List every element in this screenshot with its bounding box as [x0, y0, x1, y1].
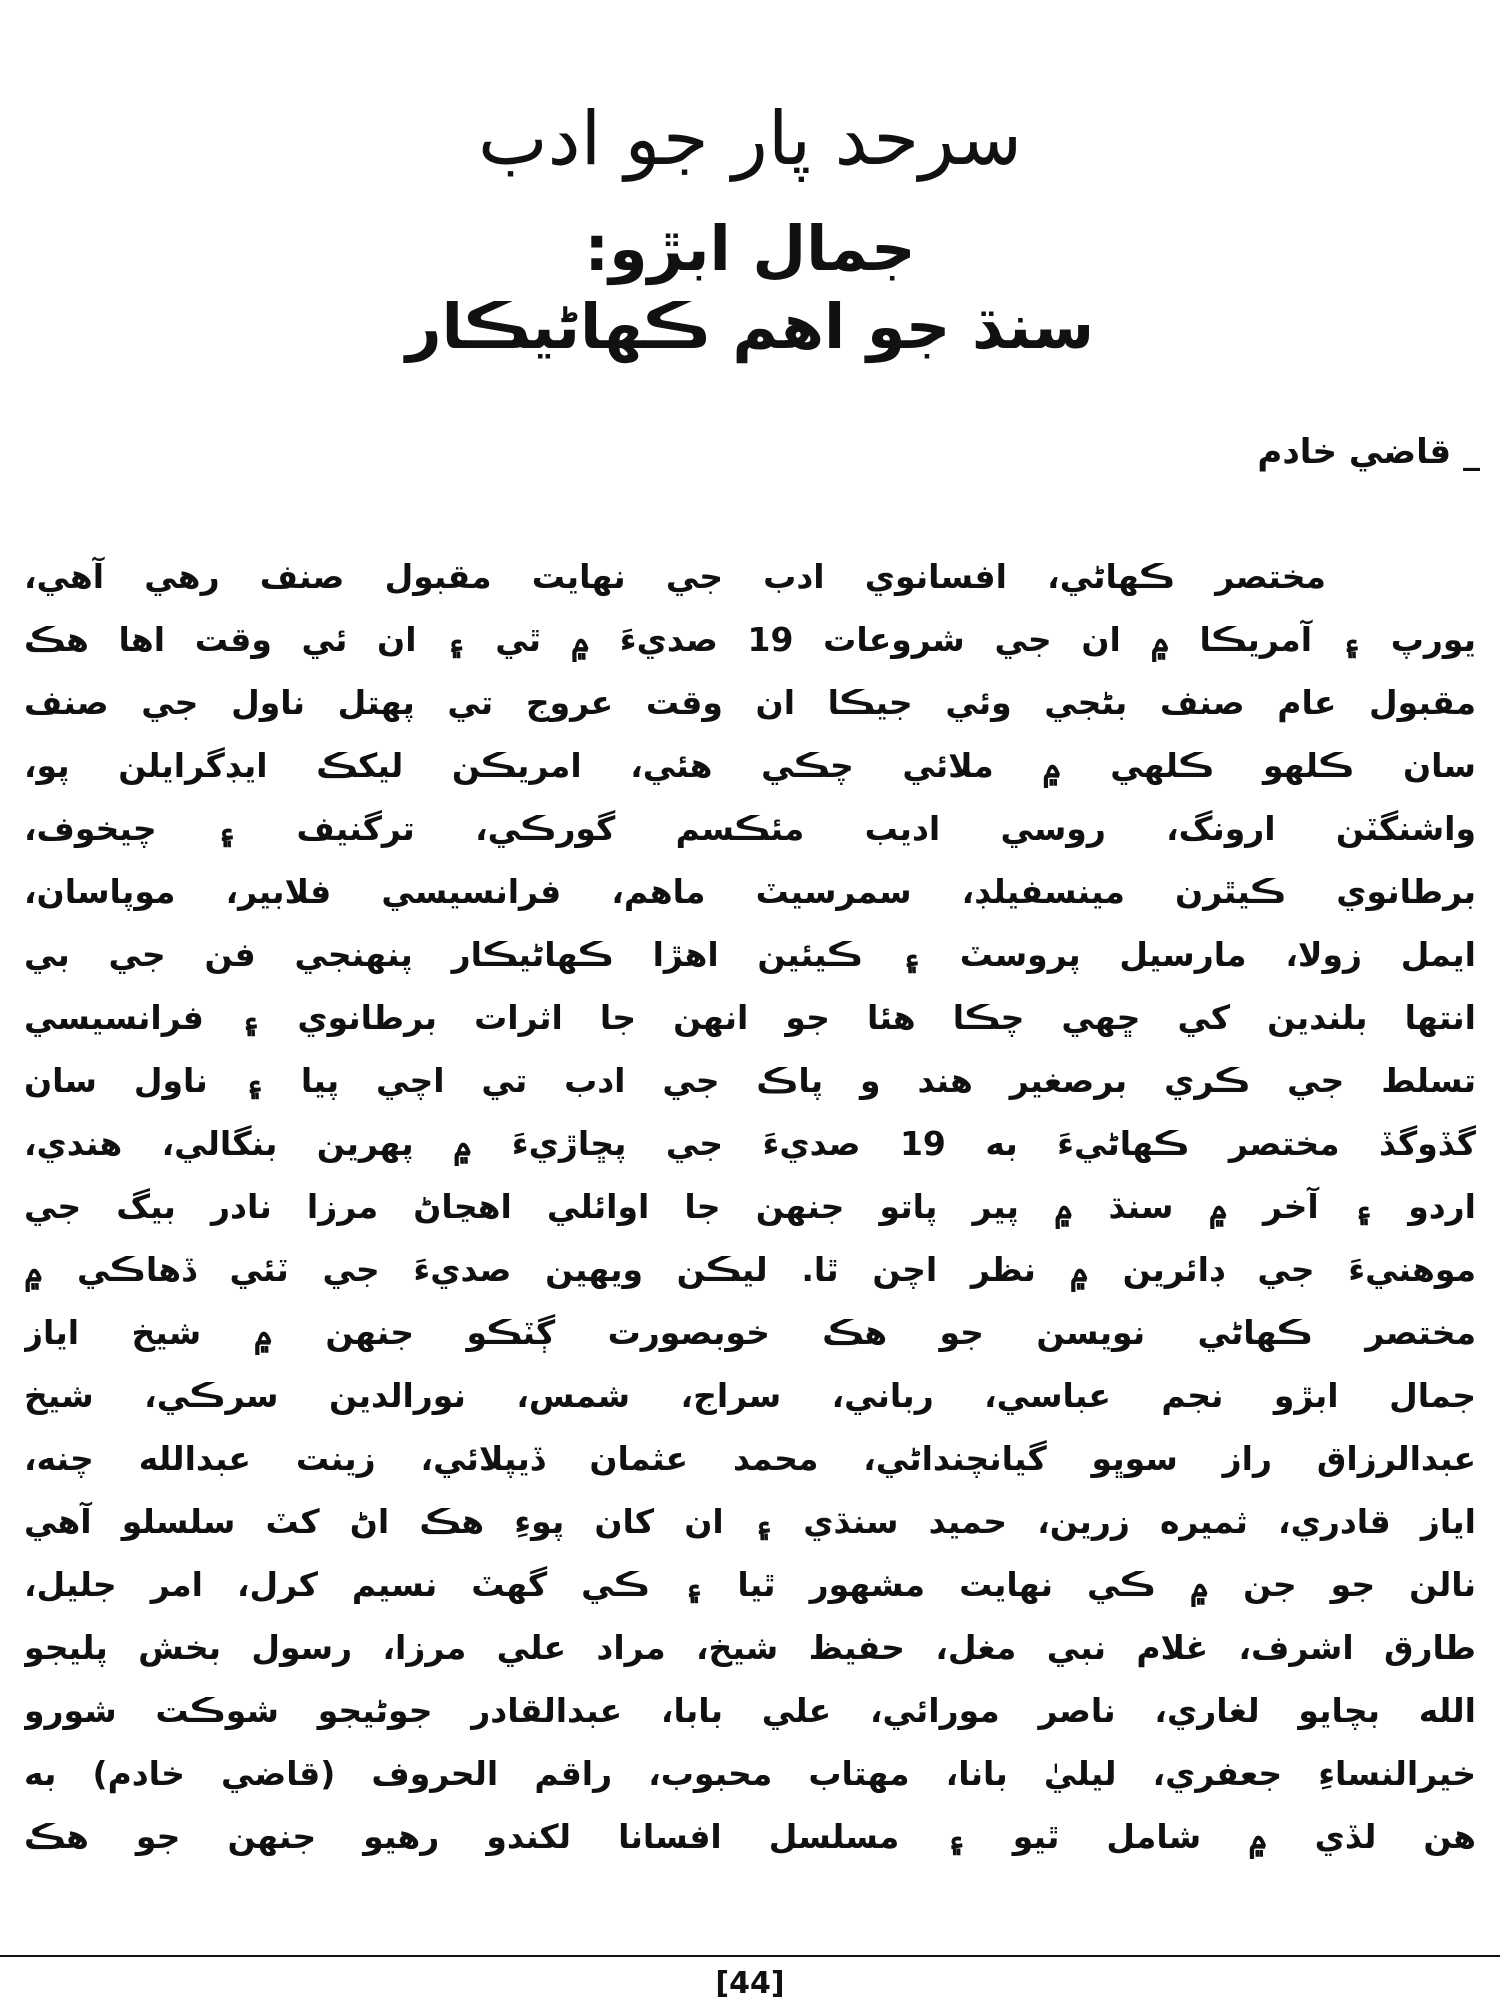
body-line: اياز قادري، ثميره زرين، حميد سنڌي ۽ ان کان پوءِ هڪ اڻ کٽ سلسلو آهي	[24, 1502, 1476, 1541]
body-line: برطانوي ڪيٿرن مينسفيلڊ، سمرسيٽ ماهم، فرانسيسي فلابير، موپاسان،	[24, 872, 1476, 911]
body-line: مختصر ڪهاڻي، افسانوي ادب جي نهايت مقبول صنف رهي آهي،	[24, 557, 1326, 596]
article-title-line-2: سنڌ جو اهم ڪهاڻيڪار	[405, 290, 1095, 363]
body-line: گڏوگڏ مختصر ڪهاڻيءَ به 19 صديءَ جي پڇاڙيءَ ۾ پهرين بنگالي، هندي،	[24, 1124, 1476, 1163]
body-line: اردو ۽ آخر ۾ سنڌ ۾ پير پاتو جنهن جا اوائلي اهڃاڻ مرزا نادر بيگ جي	[24, 1187, 1476, 1226]
body-line: سان ڪلهو ڪلهي ۾ ملائي چڪي هئي، امريڪن ليکڪ ايڊگرايلن پو،	[24, 746, 1476, 785]
body-line: هن لڏي ۾ شامل ٿيو ۽ مسلسل افسانا لکندو رهيو جنهن جو هڪ	[24, 1817, 1476, 1856]
body-line: يورپ ۽ آمريڪا ۾ ان جي شروعات 19 صديءَ ۾ ٿي ۽ ان ئي وقت اها هڪ	[24, 620, 1476, 659]
body-line: ايمل زولا، مارسيل پروسٽ ۽ ڪيئين اهڙا ڪهاڻيڪار پنهنجي فن جي بي	[24, 935, 1476, 974]
article-title-line-1: جمال ابڙو:	[584, 212, 916, 285]
body-line: انتها بلندين کي ڇهي چڪا هئا جو انهن جا اثرات برطانوي ۽ فرانسيسي	[24, 998, 1476, 1037]
body-line: موهنيءَ جي ڊائرين ۾ نظر اچن ٿا. ليڪن ويهين صديءَ جي ٽئي ڏهاڪي ۾	[24, 1250, 1476, 1289]
body-line: مختصر ڪهاڻي نويسن جو هڪ خوبصورت ڳٽڪو جنهن ۾ شيخ اياز	[24, 1313, 1476, 1352]
author-byline: _ قاضي خادم	[1257, 432, 1480, 472]
page-title: سرحد پار جو ادب	[477, 96, 1022, 182]
article-body	[24, 545, 1476, 1868]
body-line: مقبول عام صنف بڻجي وئي جيڪا ان وقت عروج تي پهتل ناول جي صنف	[24, 683, 1476, 722]
body-line: خيرالنساءِ جعفري، ليليٰ بانا، مهتاب محبوب، راقم الحروف (قاضي خادم) به	[24, 1754, 1476, 1793]
page-number: [44]	[715, 1966, 785, 2001]
body-line: نالن جو جن ۾ ڪي نهايت مشهور ٿيا ۽ ڪي گهٽ نسيم کرل، امر جليل،	[24, 1565, 1476, 1604]
body-line: جمال ابڙو نجم عباسي، رباني، سراج، شمس، نورالدين سرڪي، شيخ	[24, 1376, 1476, 1415]
body-line: واشنگٽن ارونگ، روسي اديب مئڪسم گورڪي، ترگنيف ۽ چيخوف،	[24, 809, 1476, 848]
body-line: تسلط جي ڪري برصغير هند و پاڪ جي ادب تي اچي پيا ۽ ناول سان	[24, 1061, 1476, 1100]
footer-divider	[0, 1955, 1500, 1957]
body-line: عبدالرزاق راز سوڀو گيانچنداڻي، محمد عثمان ڏيپلائي، زينت عبدالله چنه،	[24, 1439, 1476, 1478]
body-line: طارق اشرف، غلام نبي مغل، حفيظ شيخ، مراد علي مرزا، رسول بخش پليجو	[24, 1628, 1476, 1667]
body-line: الله بچايو لغاري، ناصر مورائي، علي بابا، عبدالقادر جوڻيجو شوڪت شورو	[24, 1691, 1476, 1730]
